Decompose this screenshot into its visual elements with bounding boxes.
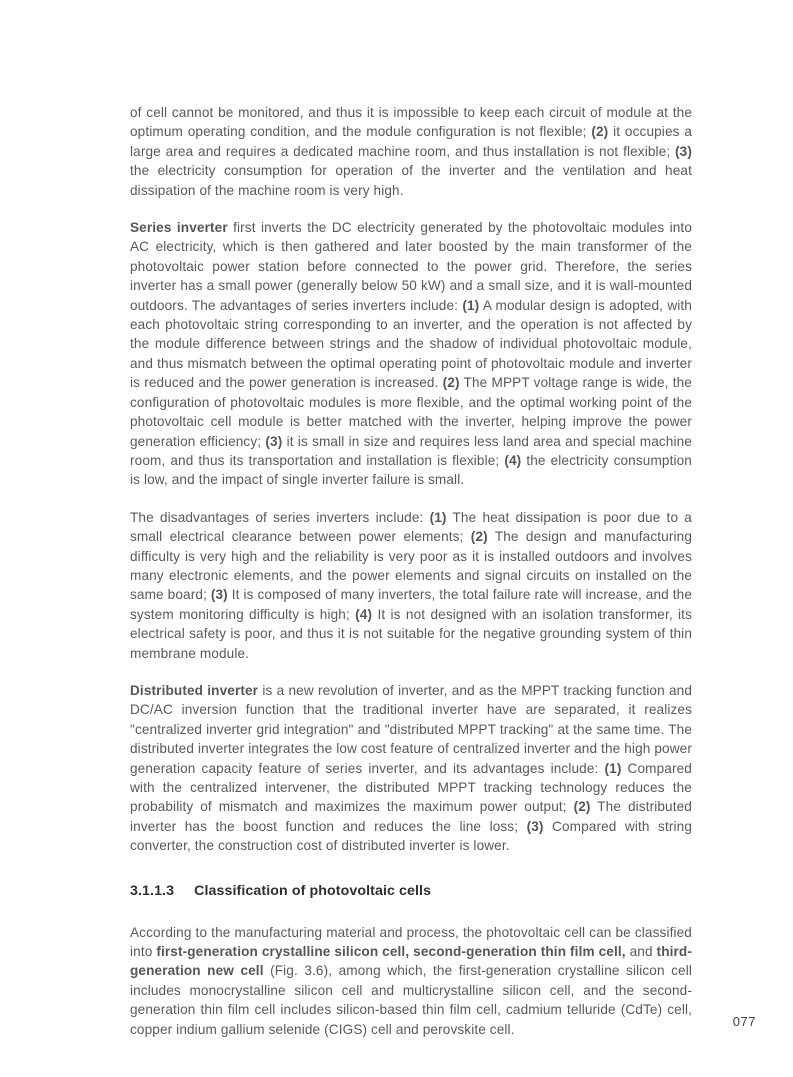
bold-text-segment: (1) <box>604 760 622 776</box>
paragraph <box>130 508 692 663</box>
paragraph <box>130 923 692 1039</box>
bold-text-segment: (4) <box>355 606 373 622</box>
bold-text-segment: (2) <box>442 375 460 391</box>
text-segment: is a new revolution of inverter, and as the MPPT tracking function and DC/AC inversion function that the traditional inverter have are separated, it realizes "centralized inverter grid integration" and "distributed MPPT tracking" at the same time. The distributed inverter integrates the low cost feature of centralized inverter and the high power generation capacity feature of series inverter, and its advantages include: <box>130 682 693 776</box>
text-segment: it occupies a large area and requires a dedicated machine room, and thus installation is not flexible; <box>130 124 692 159</box>
page-content <box>130 103 692 1057</box>
bold-text-segment: (2) <box>470 529 488 545</box>
section-heading-title: Classification of photovoltaic cells <box>194 882 432 899</box>
bold-text-segment: (3) <box>526 818 544 834</box>
bold-text-segment: (2) <box>591 124 609 140</box>
section-heading-number: 3.1.1.3 <box>130 882 175 899</box>
bold-text-segment: (1) <box>429 509 447 525</box>
text-segment: According to the manufacturing material and process, the photovoltaic cell can be classified into <box>130 924 692 960</box>
text-segment: The disadvantages of series inverters include: <box>130 509 430 525</box>
text-segment: and <box>625 944 657 960</box>
text-segment: it is small in size and requires less land area and special machine room, and thus its transportation and installation is flexible; <box>130 433 692 468</box>
text-segment: the electricity consumption is low, and the impact of single inverter failure is small. <box>130 452 692 488</box>
bold-text-segment: first-generation crystalline silicon cell, second-generation thin film cell, <box>156 944 626 960</box>
text-segment: The heat dissipation is poor due to a small electrical clearance between power elements; <box>130 509 692 545</box>
text-segment: The distributed inverter has the boost function and reduces the line loss; <box>130 799 692 834</box>
text-segment: It is composed of many inverters, the total failure rate will increase, and the system monitoring difficulty is high; <box>130 587 693 622</box>
text-segment: of cell cannot be monitored, and thus it is impossible to keep each circuit of module at the optimum operating condition, and the module configuration is not flexible; <box>130 105 692 140</box>
text-segment: (Fig. 3.6), among which, the first-generation crystalline silicon cell includes monocrystalline silicon cell and multicrystalline silicon cell, and the second-generation thin film cell includes silicon-based thin film cell, cadmium telluride (CdTe) cell, copper indium gallium selenide (CIGS) cell and perovskite cell. <box>130 963 693 1037</box>
text-segment: Compared with string converter, the construction cost of distributed inverter is lower. <box>130 818 693 854</box>
text-segment: The design and manufacturing difficulty is very high and the reliability is very poor as it is installed outdoors and involves many electronic elements, and the power elements and signal circuits on installed on the same board; <box>130 529 692 603</box>
text-segment: A modular design is adopted, with each photovoltaic string corresponding to an inverter, and the operation is not affected by the module difference between strings and the shadow of individual photovoltaic module, and thus mismatch between the optimal operating point of photovoltaic module and inverter is reduced and the power generation is increased. <box>130 297 692 391</box>
bold-text-segment: third-generation new cell <box>130 944 692 979</box>
bold-text-segment: (2) <box>573 799 591 815</box>
bold-text-segment: (4) <box>504 452 522 468</box>
bold-text-segment: Series inverter <box>130 220 228 236</box>
bold-text-segment: (3) <box>675 143 692 159</box>
page-number: 077 <box>732 1014 756 1029</box>
bold-text-segment: (3) <box>210 587 228 603</box>
bold-text-segment: (3) <box>265 433 283 449</box>
bold-text-segment: (1) <box>462 297 480 313</box>
paragraph <box>130 218 692 490</box>
text-segment: Compared with the centralized intervener, the distributed MPPT tracking technology reduces the probability of mismatch and maximizes the maximum power output; <box>130 760 692 815</box>
text-segment: It is not designed with an isolation transformer, its electrical safety is poor, and thus it is not suitable for the negative grounding system of thin membrane module. <box>130 606 692 661</box>
paragraph <box>130 681 692 856</box>
paragraph <box>130 103 692 200</box>
section-heading <box>130 882 692 900</box>
text-segment: first inverts the DC electricity generated by the photovoltaic modules into AC electricity, which is then gathered and later boosted by the main transformer of the photovoltaic power station before connected to the power grid. Therefore, the series inverter has a small power (generally below 50 kW) and a small size, and it is wall-mounted outdoors. The advantages of series inverters include: <box>130 220 692 313</box>
bold-text-segment: Distributed inverter <box>130 682 259 698</box>
text-segment: The MPPT voltage range is wide, the configuration of photovoltaic modules is more flexible, and the optimal working point of the photovoltaic cell module is better matched with the inverter, helping improve the power generation efficiency; <box>130 375 692 449</box>
text-segment: the electricity consumption for operation of the inverter and the ventilation and heat dissipation of the machine room is very high. <box>130 163 692 198</box>
